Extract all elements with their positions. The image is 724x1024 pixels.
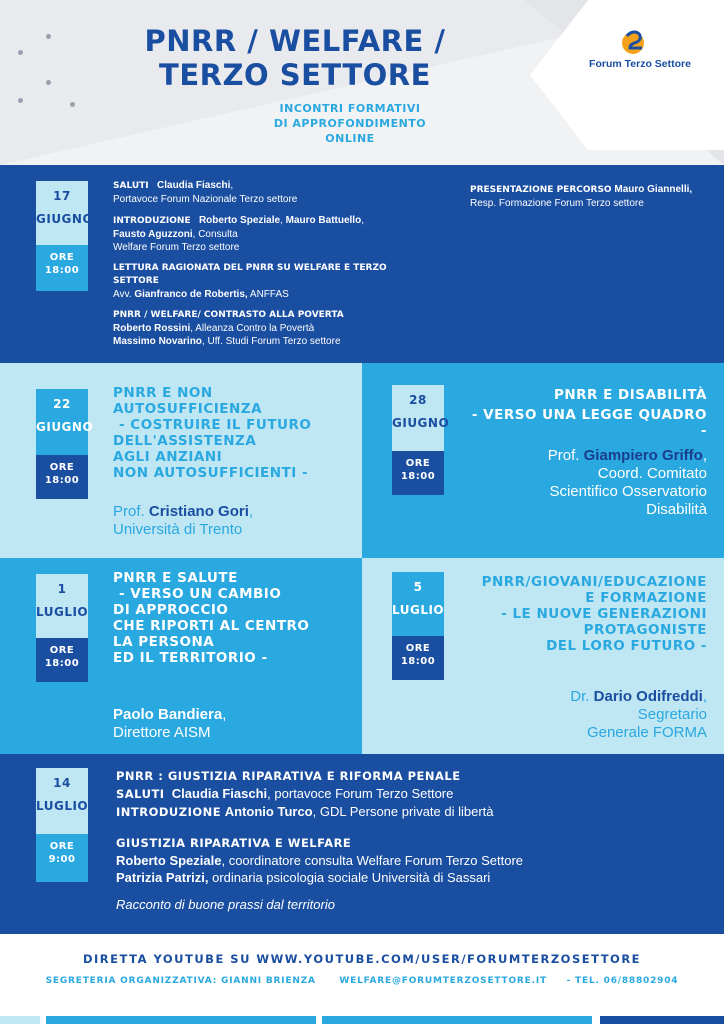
- logo-text: Forum Terzo Settore: [589, 58, 691, 70]
- event-22-giugno: [0, 363, 362, 558]
- footer-contacts: [0, 976, 724, 986]
- event3-speaker: Prof. Giampiero Griffo, Coord. Comitato Scientifico Osservatorio Disabilità: [547, 447, 707, 518]
- footer-strip: [46, 1016, 316, 1024]
- footer-segreteria: SEGRETERIA ORGANIZZATIVA: GIANNI BRIENZA: [45, 976, 316, 986]
- event4-speaker: Paolo Bandiera, Direttore AISM: [113, 706, 227, 741]
- date-card: 28 GIUGNO ORE 18:00: [392, 385, 444, 495]
- event-14-luglio: [0, 754, 724, 934]
- event5-speaker: Dr. Dario Odifreddi, Segretario Generale FORMA: [570, 688, 707, 741]
- page-title: PNRR / WELFARE / TERZO SETTORE: [144, 24, 446, 92]
- footer-strip: [600, 1016, 724, 1024]
- event5-topic: PNRR/GIOVANI/EDUCAZIONE E FORMAZIONE - LE NUOVE GENERAZIONI PROTAGONISTE DEL LORO FUTURO -: [481, 574, 707, 654]
- page-subtitle: INCONTRI FORMATIVI DI APPROFONDIMENTO ONLINE: [273, 102, 427, 145]
- event6-program: PNRR : GIUSTIZIA RIPARATIVA E RIFORMA PENALE SALUTI Claudia Fiaschi, portavoce Forum Terzo Settore INTRODUZIONE Antonio Turco, GDL Persone private di libertà GIUSTIZIA RIPARATIVA E WELFARE Roberto Speziale, coordinatore consulta Welfare Forum Terzo Settore Patrizia Patrizi, ordinaria psicologia sociale Università di Sassari Racconto di buone prassi dal territorio: [116, 769, 524, 912]
- date-card: 1 LUGLIO ORE 18:00: [36, 574, 88, 682]
- footer-strip: [0, 1016, 40, 1024]
- event2-topic: PNRR E NON AUTOSUFFICIENZA - COSTRUIRE IL FUTURO DELL'ASSISTENZA AGLI ANZIANI NON AUTOSUFFICIENTI -: [113, 385, 312, 481]
- date-card: 14 LUGLIO ORE 9:00: [36, 768, 88, 882]
- date-card: 17 GIUGNO ORE 18:00: [36, 181, 88, 291]
- date-card: 22 GIUGNO ORE 18:00: [36, 389, 88, 499]
- event-17-giugno: [0, 165, 724, 363]
- event4-topic: PNRR E SALUTE - VERSO UN CAMBIO DI APPROCCIO CHE RIPORTI AL CENTRO LA PERSONA ED IL TERRITORIO -: [113, 570, 310, 666]
- event1-presentazione: PRESENTAZIONE PERCORSO Mauro Giannelli, Resp. Formazione Forum Terzo settore: [470, 184, 693, 209]
- event-1-luglio: [0, 558, 362, 754]
- event3-topic: PNRR E DISABILITÀ - VERSO UNA LEGGE QUADRO -: [471, 387, 707, 439]
- footer-youtube[interactable]: DIRETTA YOUTUBE SU WWW.YOUTUBE.COM/USER/FORUMTERZOSETTORE: [82, 952, 642, 966]
- event2-speaker: Prof. Cristiano Gori, Università di Trento: [113, 503, 254, 538]
- event-5-luglio: [362, 558, 724, 754]
- event-28-giugno: [362, 363, 724, 558]
- footer-strip: [322, 1016, 592, 1024]
- header: [0, 0, 724, 165]
- date-card: 5 LUGLIO ORE 18:00: [392, 572, 444, 680]
- footer-email[interactable]: WELFARE@FORUMTERZOSETTORE.IT: [339, 976, 547, 986]
- footer-tel: - TEL. 06/88802904: [566, 976, 679, 986]
- event1-program: SALUTI Claudia Fiaschi, Portavoce Forum Nazionale Terzo settore INTRODUZIONE Roberto Speziale, Mauro Battuello, Fausto Aguzzoni, Consulta Welfare Forum Terzo settore LETTURA RAGIONATA DEL PNRR SU WELFARE E TERZO SETTORE Avv. Gianfranco de Robertis, ANFFAS PNRR / WELFARE/ CONTRASTO ALLA POVERTA Roberto Rossini, Alleanza Contro la Povertà Massimo Novarino, Uff. Studi Forum Terzo settore: [113, 180, 387, 347]
- forum-logo-icon: [618, 26, 648, 56]
